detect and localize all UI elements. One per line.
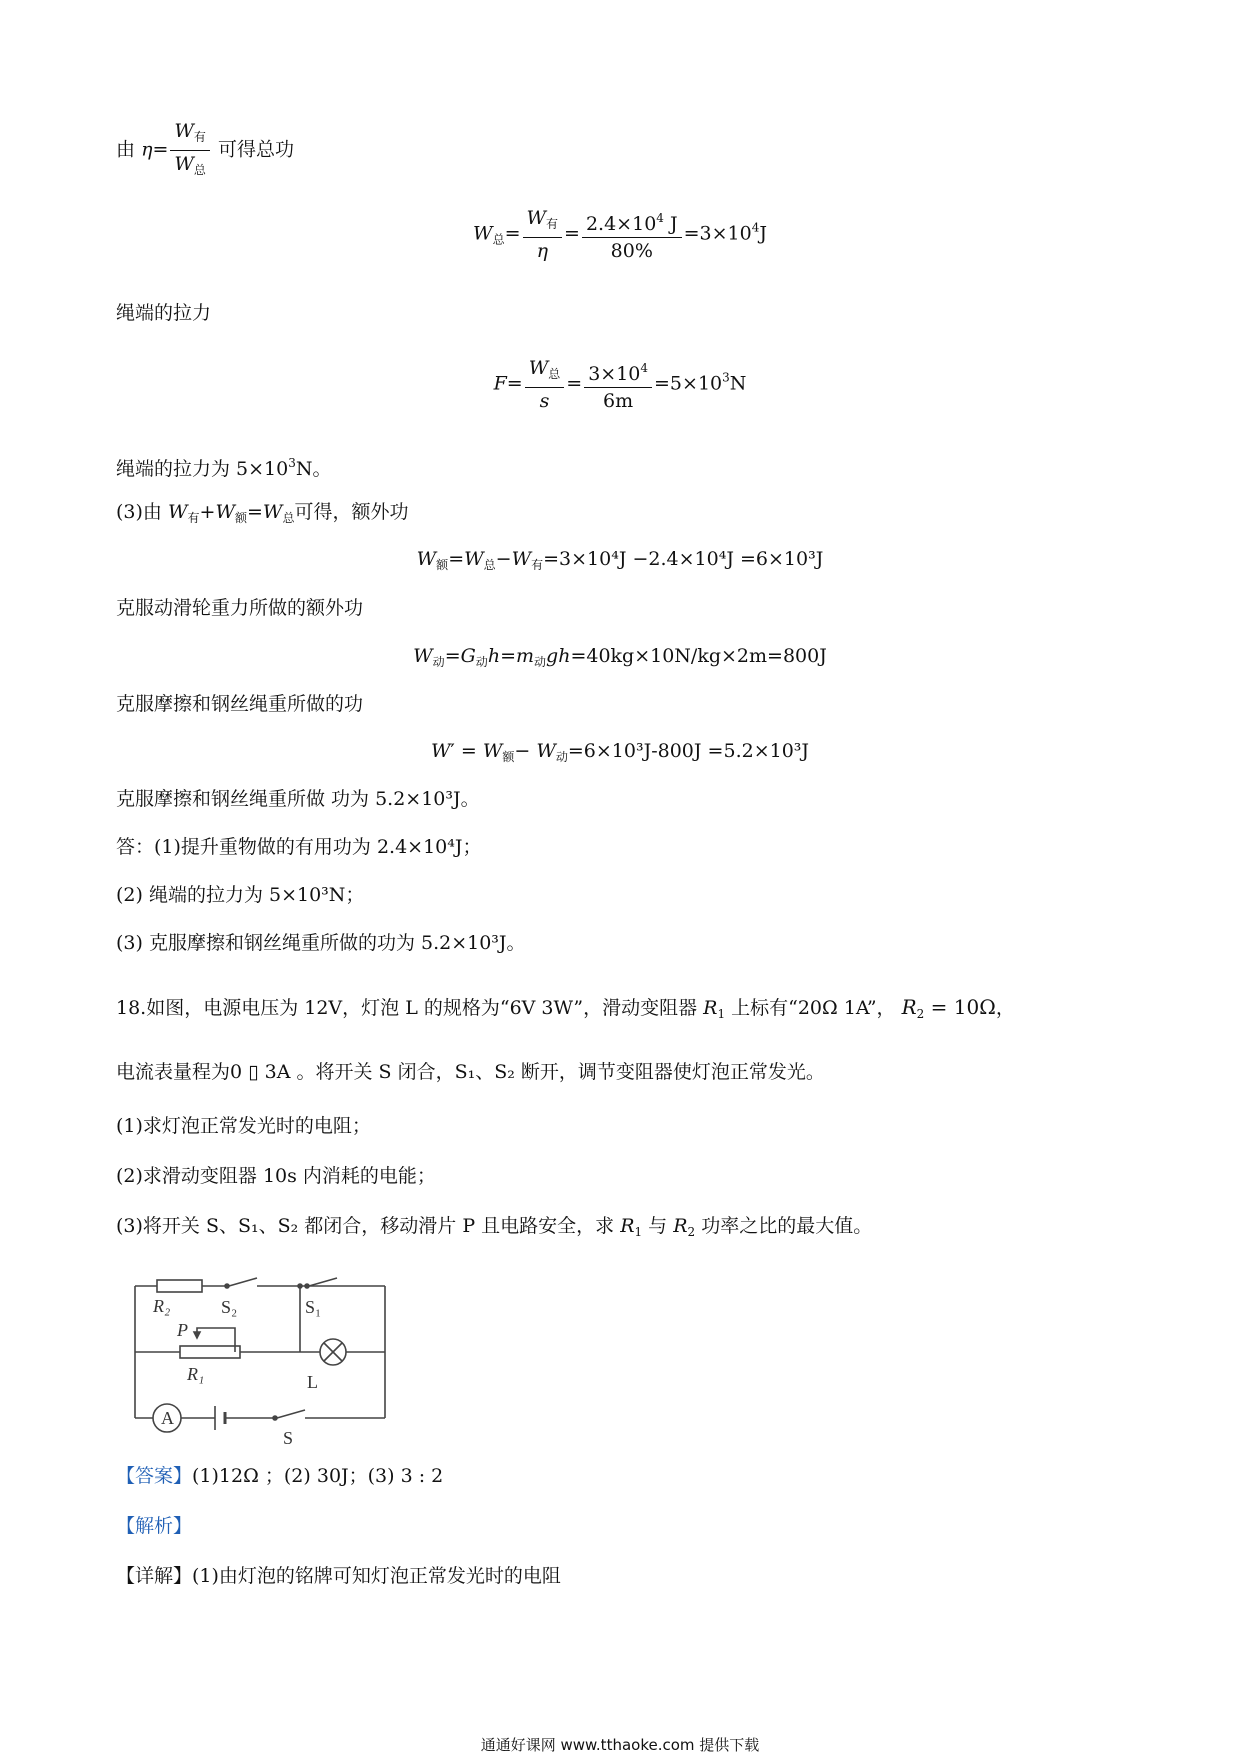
label-r1: R₁	[187, 1364, 205, 1384]
formula-efficiency-line: 由 η= $\frac{W_有}{W_总}$ 可得总功	[116, 120, 294, 177]
text-rope-force-result: 绳端的拉力为 $5\times 10^3N$。	[116, 456, 332, 480]
text-extra-work-intro: (3)由 $W_有+W_额=W_总$可得，额外功	[116, 501, 409, 525]
formula-rope-force: F= $\frac{W_总}{s}$ = $\frac{3\times 10^4}{6m}$ $=5\times 10^3N$	[493, 357, 747, 412]
detail-tag: 【详解】	[116, 1565, 193, 1587]
detail-line: 【详解】(1)由灯泡的铭牌可知灯泡正常发光时的电阻	[116, 1565, 561, 1587]
question-18-part3: (3)将开关 S、S₁、S₂ 都闭合，移动滑片 P 且电路安全，求 $R_1$ 与 $R_2$ 功率之比的最大值。	[116, 1215, 873, 1239]
label-l: L	[307, 1372, 318, 1392]
answer-2: (2) 绳端的拉力为 5×10³N；	[116, 884, 365, 906]
circuit-diagram	[125, 1268, 400, 1448]
text-pulley-work: 克服动滑轮重力所做的额外功	[116, 597, 364, 619]
answer-1: 答：(1)提升重物做的有用功为 2.4×10⁴J；	[116, 836, 482, 858]
resistor-r2	[157, 1280, 202, 1292]
text-friction-work-result: 克服摩擦和钢丝绳重所做 功为 5.2×10³J。	[116, 788, 480, 810]
answer-3: (3) 克服摩擦和钢丝绳重所做的功为 5.2×10³J。	[116, 932, 526, 954]
label-a: A	[161, 1408, 174, 1428]
text-rope-force: 绳端的拉力	[116, 302, 212, 324]
question-18-part2: (2)求滑动变阻器 10s 内消耗的电能；	[116, 1165, 436, 1187]
label-s1: S₁	[305, 1297, 322, 1317]
formula-pulley-work: $W_动=G_动h=m_动gh=40kg\times 10N/kg\times 2m=800J$	[413, 645, 827, 669]
answer-tag: 【答案】	[116, 1465, 193, 1487]
question-18-line1: 18.如图，电源电压为 12V，灯泡 L 的规格为“6V 3W”，滑动变阻器 $R_1$ 上标有“20Ω 1A”， $R_2 = 10\Omega$，	[116, 995, 1015, 1021]
text-friction-work: 克服摩擦和钢丝绳重所做的功	[116, 693, 364, 715]
question-18-line2: 电流表量程为0 ▯ 3A 。将开关 S 闭合，S₁、S₂ 断开，调节变阻器使灯泡正常发光。	[116, 1061, 825, 1083]
label-p: P	[177, 1320, 188, 1340]
formula-total-work: $W_总=$ $\frac{W_有}{\eta}$ = $\frac{2.4\times 10^4 J}{80\%}$ $=3\times 10^4J$	[473, 207, 767, 262]
label-s: S	[283, 1428, 294, 1448]
question-18-part1: (1)求灯泡正常发光时的电阻；	[116, 1115, 371, 1137]
label-s2: S₂	[221, 1297, 238, 1317]
text-total-work: 可得总功	[217, 138, 294, 161]
footer: 通通好课网 www.tthaoke.com 提供下载	[480, 1736, 760, 1754]
text-you: 由	[116, 138, 136, 161]
formula-friction-work: $W' = W_额- W_动=6\times 10^3J-800J =5.2\times 10^3J$	[430, 740, 810, 764]
analysis-tag: 【解析】	[116, 1515, 193, 1537]
formula-extra-work: $W_额=W_总-W_有=3\times 10^4J -2.4\times 10^4J =6\times 10^3J$	[416, 548, 824, 572]
resistor-r1	[180, 1346, 240, 1358]
label-r2: R₂	[153, 1296, 171, 1316]
answer-line: 【答案】(1)12Ω ；(2) 30J；(3) 3 : 2	[116, 1465, 444, 1487]
